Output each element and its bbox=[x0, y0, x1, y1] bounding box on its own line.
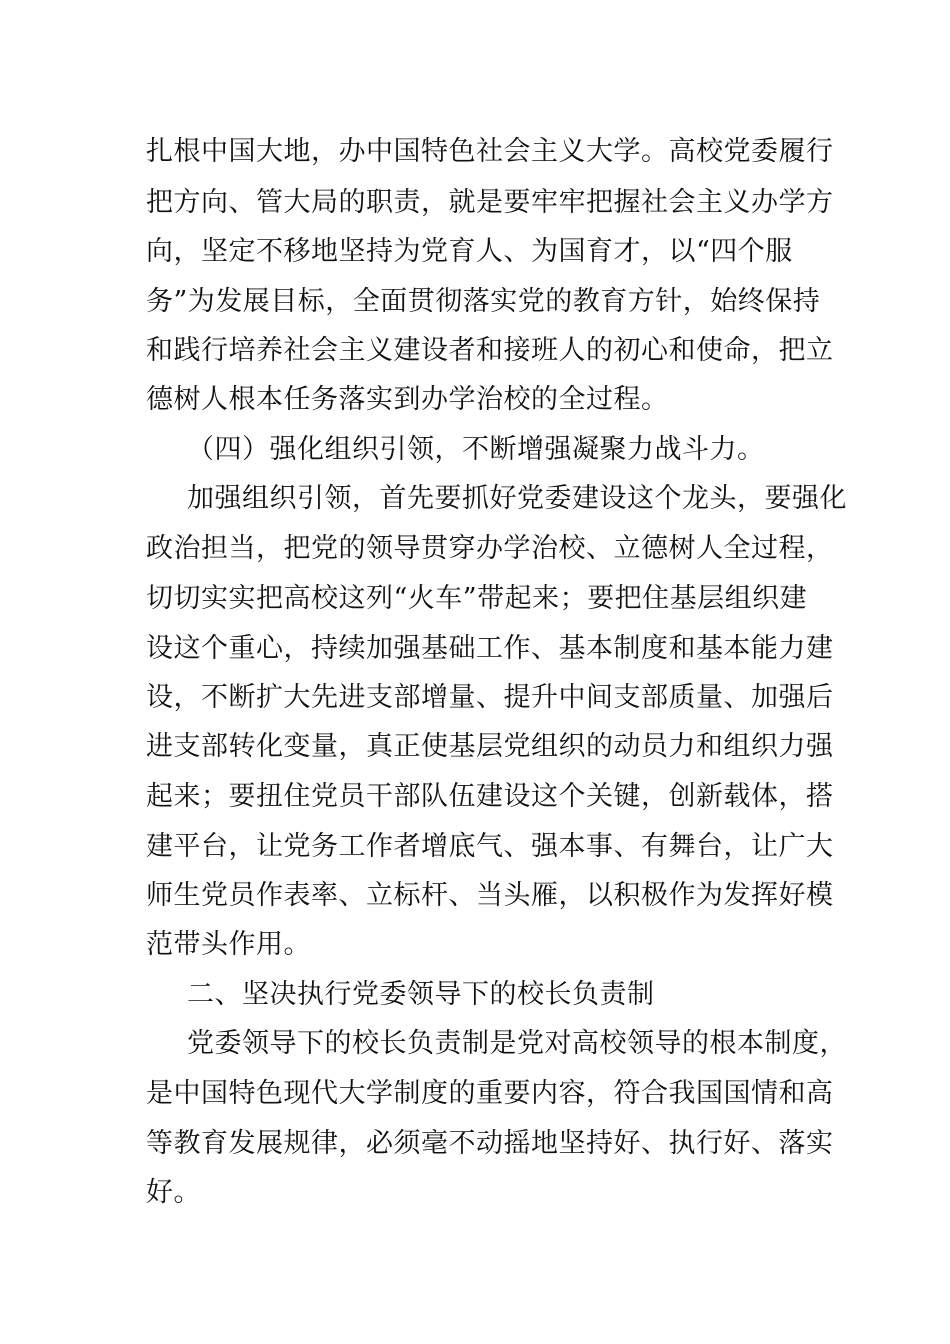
text-line: 进支部转化变量，真正使基层党组织的动员力和组织力强 bbox=[146, 731, 834, 762]
section-heading-4: （四）强化组织引领，不断增强凝聚力战斗力。 bbox=[187, 434, 765, 465]
text-line: 切切实实把高校这列“火车”带起来；要把住基层组织建 bbox=[146, 583, 808, 614]
text-line: 范带头作用。 bbox=[146, 929, 311, 960]
text-line: 向，坚定不移地坚持为党育人、为国育才，以“四个服 bbox=[146, 236, 793, 267]
text-line: 德树人根本任务落实到办学治校的全过程。 bbox=[146, 384, 669, 415]
text-line: 好。 bbox=[146, 1177, 201, 1208]
text-line: 政治担当，把党的领导贯穿办学治校、立德树人全过程， bbox=[146, 533, 834, 564]
text-line: 把方向、管大局的职责，就是要牢牢把握社会主义办学方 bbox=[146, 187, 834, 218]
text-line: 是中国特色现代大学制度的重要内容，符合我国国情和高 bbox=[146, 1078, 834, 1109]
text-line: 党委领导下的校长负责制是党对高校领导的根本制度， bbox=[187, 1028, 847, 1059]
section-heading-2: 二、坚决执行党委领导下的校长负责制 bbox=[187, 979, 655, 1010]
text-line: 设这个重心，持续加强基础工作、基本制度和基本能力建 bbox=[146, 633, 834, 664]
text-line: 设，不断扩大先进支部增量、提升中间支部质量、加强后 bbox=[146, 682, 834, 713]
text-line: 扎根中国大地，办中国特色社会主义大学。高校党委履行 bbox=[146, 136, 834, 167]
text-line: 师生党员作表率、立标杆、当头雁，以积极作为发挥好模 bbox=[146, 880, 834, 911]
text-line: 起来；要扭住党员干部队伍建设这个关键，创新载体，搭 bbox=[146, 781, 834, 812]
text-line: 加强组织引领，首先要抓好党委建设这个龙头，要强化 bbox=[187, 483, 847, 514]
text-line: 等教育发展规律，必须毫不动摇地坚持好、执行好、落实 bbox=[146, 1128, 834, 1159]
text-line: 建平台，让党务工作者增底气、强本事、有舞台，让广大 bbox=[146, 831, 834, 862]
text-line: 务”为发展目标，全面贯彻落实党的教育方针，始终保持 bbox=[146, 286, 821, 317]
text-line: 和践行培养社会主义建设者和接班人的初心和使命，把立 bbox=[146, 335, 834, 366]
